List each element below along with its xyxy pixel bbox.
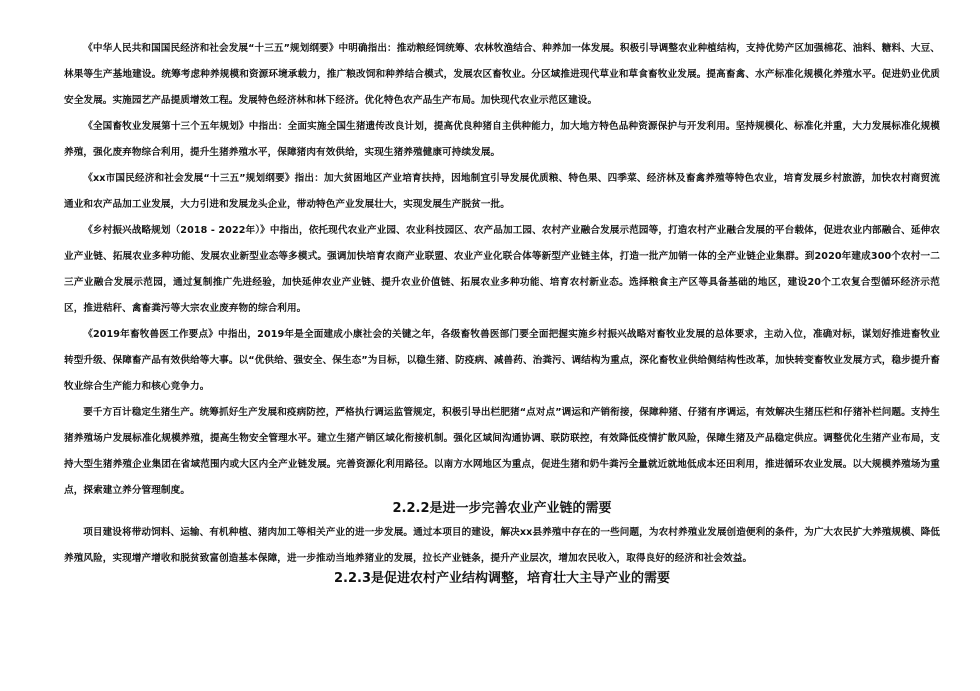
document-page: [64, 36, 940, 590]
paragraph-stabilize-pig-production: 要千方百计稳定生猪生产。统筹抓好生产发展和疫病防控，严格执行调运监管规定，积极引导出栏肥猪“点对点”调运和产销衔接，保障种猪、仔猪有序调运，有效解决生猪压栏和仔猪补栏问题。支持生猪养殖场户发展标准化规模养殖，提高生物安全管理水平。建立生猪产销区域化衔接机制。强化区域间沟通协调、联防联控，有效降低疫情扩散风险，保障生猪及产品稳定供应。调整优化生猪产业布局，支持大型生猪养殖企业集团在省域范围内或大区内全产业链发展。完善资源化利用路径。以南方水网地区为重点，促进生猪和奶牛粪污全量就近就地低成本还田利用，推进循环农业发展。以大规模养殖场为重点，探索建立养分管理制度。: [64, 407, 940, 496]
paragraph-city-plan: 《xx市国民经济和社会发展“十三五”规划纲要》指出：加大贫困地区产业培育扶持，因地制宜引导发展优质粮、特色果、四季菜、经济林及畜禽养殖等特色农业，培育发展乡村旅游，加快农村商贸流通业和农产品加工业发展，大力引进和发展龙头企业，带动特色产业发展壮大，实现发展生产脱贫一批。: [64, 173, 940, 210]
paragraph-industry-chain: 项目建设将带动饲料、运输、有机种植、猪肉加工等相关产业的进一步发展。通过本项目的建设，解决xx县养殖中存在的一些问题，为农村养殖业发展创造便利的条件，为广大农民扩大养殖规模、降低养殖风险，实现增产增收和脱贫致富创造基本保障，进一步推动当地养猪业的发展，拉长产业链条，提升产业层次，增加农民收入，取得良好的经济和社会效益。: [64, 527, 940, 564]
paragraph-livestock-plan: 《全国畜牧业发展第十三个五年规划》中指出：全面实施全国生猪遗传改良计划，提高优良种猪自主供种能力，加大地方特色品种资源保护与开发利用。坚持规模化、标准化并重，大力发展标准化规模养殖，强化废弃物综合利用，提升生猪养殖水平，保障猪肉有效供给，实现生猪养殖健康可持续发展。: [64, 121, 940, 158]
paragraph-2019-work-points: 《2019年畜牧兽医工作要点》中指出，2019年是全面建成小康社会的关键之年，各级畜牧兽医部门要全面把握实施乡村振兴战略对畜牧业发展的总体要求，主动入位，准确对标，谋划好推进畜牧业转型升级、保障畜产品有效供给等大事。以“优供给、强安全、保生态”为目标，以稳生猪、防疫病、减兽药、治粪污、调结构为重点，深化畜牧业供给侧结构性改革，加快转变畜牧业发展方式，稳步提升畜牧业综合生产能力和核心竞争力。: [64, 329, 940, 392]
section-heading-2-2-3: 2.2.3是促进农村产业结构调整，培育壮大主导产业的需要: [333, 571, 670, 586]
section-heading-2-2-2: 2.2.2是进一步完善农业产业链的需要: [392, 501, 612, 516]
paragraph-rural-revitalization: 《乡村振兴战略规划（2018 - 2022年）》中指出，依托现代农业产业园、农业科技园区、农产品加工园、农村产业融合发展示范园等，打造农村产业融合发展的平台载体，促进农业内部融合、延伸农业产业链、拓展农业多种功能、发展农业新型业态等多模式。强调加快培育农商产业联盟、农业产业化联合体等新型产业链主体，打造一批产加销一体的全产业链企业集群。到2020年建成300个农村一二三产业融合发展示范园，通过复制推广先进经验，加快延伸农业产业链、提升农业价值链、拓展农业多种功能、培育农村新业态。选择粮食主产区等具备基础的地区，建设20个工农复合型循环经济示范区，推进秸秆、禽畜粪污等大宗农业废弃物的综合利用。: [64, 225, 940, 314]
paragraph-13th-five-year-plan: 《中华人民共和国国民经济和社会发展“十三五”规划纲要》中明确指出：推动粮经饲统筹、农林牧渔结合、种养加一体发展。积极引导调整农业种植结构，支持优势产区加强棉花、油料、糖料、大豆、林果等生产基地建设。统筹考虑种养规模和资源环境承载力，推广粮改饲和种养结合模式，发展农区畜牧业。分区域推进现代草业和草食畜牧业发展。提高畜禽、水产标准化规模化养殖水平。促进奶业优质安全发展。实施园艺产品提质增效工程。发展特色经济林和林下经济。优化特色农产品生产布局。加快现代农业示范区建设。: [64, 43, 940, 106]
